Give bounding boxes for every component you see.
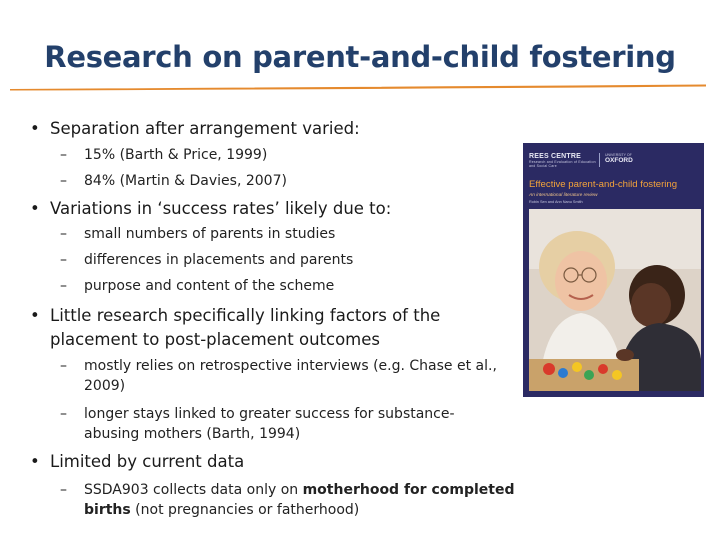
sub-bullet-text-line: longer stays linked to greater success for substance- (84, 406, 455, 422)
cover-photo (529, 209, 701, 391)
bullet-text: Variations in ‘success rates’ likely due to: (50, 199, 392, 218)
title-divider-rule (10, 84, 706, 94)
rees-centre-logo (529, 153, 600, 167)
dash-marker: – (60, 147, 67, 163)
slide-title: Research on parent-and-child fostering (44, 40, 676, 74)
dash-marker: – (60, 406, 67, 422)
bullet-text: Limited by current data (50, 452, 245, 471)
report-cover-image (523, 143, 704, 397)
dash-marker: – (60, 482, 67, 498)
bold-text: births (84, 502, 131, 518)
sub-bullet-text: 15% (Barth & Price, 1999) (84, 147, 268, 163)
cover-title: Effective parent-and-child fostering (529, 179, 678, 190)
dash-marker: – (60, 226, 67, 242)
sub-bullet-text: small numbers of parents in studies (84, 226, 336, 242)
bold-text: motherhood for completed (302, 482, 515, 498)
logo-text: OXFORD (605, 157, 633, 164)
sub-bullet-text-line (84, 480, 514, 500)
cover-photo-illustration (529, 209, 701, 391)
dash-marker: – (60, 173, 67, 189)
bullet-text: Separation after arrangement varied: (50, 119, 360, 138)
sub-bullet-text: differences in placements and parents (84, 252, 354, 268)
bullet-marker: • (30, 119, 40, 138)
bullet-marker: • (30, 306, 40, 325)
logo-text: REES CENTRE (529, 153, 581, 160)
bullet-marker: • (30, 452, 40, 471)
dash-marker: – (60, 358, 67, 374)
sub-bullet-text-line: abusing mothers (Barth, 1994) (84, 426, 301, 442)
dash-marker: – (60, 252, 67, 268)
sub-bullet-text: purpose and content of the scheme (84, 278, 335, 294)
plain-text: (not pregnancies or fatherhood) (130, 502, 360, 518)
sub-bullet-text-line: 2009) (84, 378, 126, 394)
plain-text: SSDA903 collects data only on (84, 482, 303, 498)
logo-subtext: UNIVERSITY OF (605, 153, 632, 157)
sub-bullet-text: 84% (Martin & Davies, 2007) (84, 173, 287, 189)
cover-subtitle: An international literature review (529, 193, 598, 198)
sub-bullet-text-line: mostly relies on retrospective interviews (e.g. Chase et al., (84, 358, 497, 374)
sub-bullet-text-line (84, 500, 359, 520)
dash-marker: – (60, 278, 67, 294)
bullet-text-line: Little research specifically linking factors of the (50, 306, 441, 325)
cover-authors: Robin Sen and Ann Nanu Smith (529, 200, 583, 204)
bullet-text-line: placement to post-placement outcomes (50, 330, 380, 349)
oxford-logo (605, 153, 675, 167)
bullet-marker: • (30, 199, 40, 218)
logo-subtext: Research and Evaluation of Education and Social Care (529, 160, 596, 168)
